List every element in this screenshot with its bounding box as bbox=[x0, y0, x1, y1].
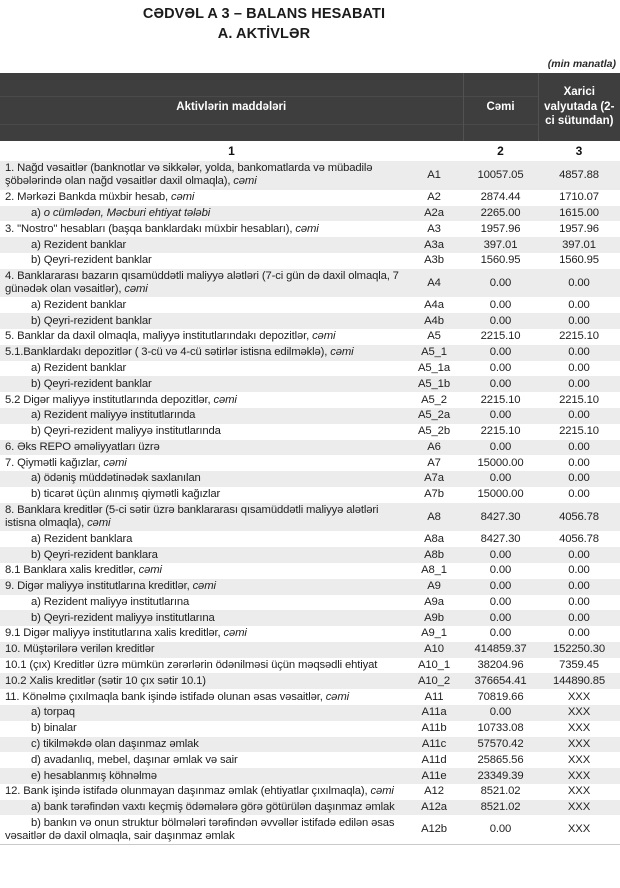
row-item-italic-text: cəmi bbox=[213, 393, 237, 406]
row-item-text: 5.2 Digər maliyyə institutlarında depozitlər, bbox=[5, 393, 214, 406]
row-item-text: 5.1.Banklardakı depozitlər ( 3-cü və 4-cü sətirlər istisna edilməklə), bbox=[5, 346, 331, 359]
row-item-text: a) Rezident maliyyə institutlarına bbox=[31, 595, 190, 608]
row-total-value: 0.00 bbox=[463, 610, 538, 626]
table-row bbox=[0, 361, 620, 377]
row-foreign-value: XXX bbox=[567, 753, 591, 766]
table-row bbox=[0, 579, 620, 595]
row-foreign-value: 1615.00 bbox=[538, 206, 620, 222]
row-code: A9 bbox=[405, 579, 463, 595]
row-item-italic-text: cəmi bbox=[87, 517, 111, 530]
row-item-text: a) bank tərəfindən vaxtı keçmiş ödəmələrə görə götürülən daşınmaz əmlak bbox=[31, 801, 395, 814]
row-item-italic-text: cəmi bbox=[325, 690, 349, 703]
row-item-label bbox=[0, 408, 405, 424]
row-item-label bbox=[0, 689, 405, 705]
row-code: A8 bbox=[405, 503, 463, 532]
table-row bbox=[0, 455, 620, 471]
row-foreign-value: 4056.78 bbox=[538, 503, 620, 532]
row-code: A5_2a bbox=[405, 408, 463, 424]
row-total-value: 0.00 bbox=[463, 376, 538, 392]
row-item-italic-text: o cümlədən, Məcburi ehtiyat tələbi bbox=[43, 206, 211, 219]
table-row bbox=[0, 269, 620, 298]
table-row bbox=[0, 313, 620, 329]
table-row bbox=[0, 190, 620, 206]
row-total-value: 0.00 bbox=[463, 269, 538, 298]
row-item-text: a) Rezident banklar bbox=[31, 361, 127, 374]
table-row bbox=[0, 737, 620, 753]
table-row bbox=[0, 800, 620, 816]
row-foreign-value: 0.00 bbox=[538, 408, 620, 424]
col-header-total: Cəmi bbox=[463, 73, 538, 141]
row-item-label bbox=[0, 392, 405, 408]
row-item-label bbox=[0, 361, 405, 377]
row-foreign-value: XXX bbox=[538, 800, 620, 816]
row-foreign-value: 0.00 bbox=[538, 471, 620, 487]
row-foreign-value: XXX bbox=[567, 722, 591, 735]
row-item-label bbox=[0, 752, 405, 768]
row-item-text: 11. Könəlmə çıxılmaqla bank işində istifadə olunan əsas vəsaitlər, bbox=[5, 690, 326, 703]
table-row bbox=[0, 595, 620, 611]
row-item-text: 9.1 Digər maliyyə institutlarına xalis kreditlər, bbox=[5, 627, 224, 640]
table-row bbox=[0, 237, 620, 253]
row-code: A3a bbox=[405, 237, 463, 253]
table-row bbox=[0, 297, 620, 313]
row-item-label bbox=[0, 376, 405, 392]
row-item-italic-text: cəmi bbox=[192, 580, 216, 593]
row-total-value: 2874.44 bbox=[480, 191, 521, 204]
row-total-value: 15000.00 bbox=[477, 456, 524, 469]
row-total-value: 0.00 bbox=[463, 440, 538, 456]
row-total-value: 376654.41 bbox=[463, 673, 538, 689]
row-code: A5 bbox=[427, 330, 441, 343]
row-code: A4b bbox=[405, 313, 463, 329]
table-row bbox=[0, 329, 620, 345]
row-total-value: 8427.30 bbox=[480, 532, 521, 545]
row-total-value: 0.00 bbox=[463, 815, 538, 844]
row-total-value: 10733.08 bbox=[477, 722, 524, 735]
row-total-value: 0.00 bbox=[489, 627, 512, 640]
table-row bbox=[0, 206, 620, 222]
row-code: A11a bbox=[405, 705, 463, 721]
row-foreign-value: 0.00 bbox=[538, 345, 620, 361]
row-item-label bbox=[0, 253, 405, 269]
table-row bbox=[0, 610, 620, 626]
row-item-text: d) avadanlıq, mebel, daşınar əmlak və sair bbox=[31, 753, 238, 766]
unit-note: (min manatla) bbox=[547, 58, 616, 70]
row-item-text: 7. Qiymətli kağızlar, bbox=[5, 456, 104, 469]
row-foreign-value: 0.00 bbox=[538, 547, 620, 563]
row-code: A10_1 bbox=[418, 659, 450, 672]
row-code: A4 bbox=[405, 269, 463, 298]
row-total-value: 0.00 bbox=[463, 471, 538, 487]
row-foreign-value: 0.00 bbox=[538, 269, 620, 298]
row-code: A9b bbox=[405, 610, 463, 626]
table-row bbox=[0, 658, 620, 674]
row-item-text: b) Qeyri-rezident maliyyə institutlarına bbox=[31, 611, 215, 624]
table-row bbox=[0, 673, 620, 689]
row-item-text: b) bankın və onun struktur bölmələri tərəfindən əvvəllər istifadə edilən əsas vəsaitlər də daxil olmaqla, sair daşınmaz əmlak bbox=[5, 816, 395, 842]
row-code: A10_2 bbox=[405, 673, 463, 689]
row-foreign-value: 0.00 bbox=[568, 361, 590, 374]
row-item-italic-text: cəmi bbox=[312, 330, 336, 343]
row-total-value: 0.00 bbox=[463, 579, 538, 595]
row-item-label bbox=[0, 206, 405, 222]
row-item-label bbox=[0, 161, 405, 190]
row-foreign-value: 1560.95 bbox=[559, 254, 599, 267]
row-item-label bbox=[0, 642, 405, 658]
report-title-block bbox=[0, 0, 528, 44]
row-item-label bbox=[0, 190, 405, 206]
row-code: A11 bbox=[424, 690, 444, 703]
table-body bbox=[0, 161, 620, 845]
row-foreign-value: 152250.30 bbox=[538, 642, 620, 658]
table-row bbox=[0, 424, 620, 440]
row-item-text: a) Rezident maliyyə institutlarında bbox=[31, 409, 196, 422]
row-foreign-value: 4857.88 bbox=[538, 161, 620, 190]
row-code: A8b bbox=[405, 547, 463, 563]
row-item-text: 1. Nağd vəsaitlər (banknotlar və sikkələr, yolda, bankomatlarda və mübadilə şöbələrində olan nağd vəsaitlər daxil olmaqla), bbox=[5, 162, 373, 188]
table-row bbox=[0, 345, 620, 361]
row-code: A12 bbox=[424, 785, 444, 798]
row-item-text: a) Rezident banklara bbox=[31, 532, 133, 545]
row-item-label bbox=[0, 424, 405, 440]
row-foreign-value: 0.00 bbox=[538, 610, 620, 626]
row-item-text: 9. Digər maliyyə institutlarına kreditlər, bbox=[5, 580, 193, 593]
row-foreign-value: 0.00 bbox=[568, 564, 590, 577]
report-subtitle: A. AKTİVLƏR bbox=[217, 26, 311, 42]
table-row bbox=[0, 752, 620, 768]
table-row bbox=[0, 563, 620, 579]
row-foreign-value: 144890.85 bbox=[538, 673, 620, 689]
row-item-label bbox=[0, 440, 405, 456]
row-item-label bbox=[0, 705, 405, 721]
row-item-text: b) Qeyri-rezident banklar bbox=[31, 377, 152, 390]
row-code: A7 bbox=[427, 456, 441, 469]
row-total-value: 397.01 bbox=[463, 237, 538, 253]
row-item-text: 5. Banklar da daxil olmaqla, maliyyə institutlarındakı depozitlər, bbox=[5, 330, 313, 343]
row-foreign-value: 0.00 bbox=[568, 298, 590, 311]
row-code: A11d bbox=[421, 753, 447, 766]
row-item-label bbox=[0, 610, 405, 626]
row-code: A8a bbox=[424, 532, 444, 545]
row-total-value: 23349.39 bbox=[463, 768, 538, 784]
row-item-italic-text: cəmi bbox=[124, 283, 148, 296]
row-foreign-value: 0.00 bbox=[538, 376, 620, 392]
row-item-label bbox=[0, 737, 405, 753]
row-total-value: 0.00 bbox=[489, 595, 512, 608]
row-item-text: 12. Bank işində istifadə olunmayan daşınmaz əmlak (ehtiyatlar çıxılmaqla), bbox=[5, 785, 371, 798]
row-code: A5_2 bbox=[421, 393, 447, 406]
row-total-value: 2215.10 bbox=[480, 425, 521, 438]
row-foreign-value: 0.00 bbox=[538, 313, 620, 329]
row-total-value: 0.00 bbox=[489, 298, 512, 311]
table-row bbox=[0, 221, 620, 237]
row-code: A8_1 bbox=[421, 564, 447, 577]
row-total-value: 0.00 bbox=[463, 408, 538, 424]
row-item-text: c) tikilməkdə olan daşınmaz əmlak bbox=[31, 737, 199, 750]
row-code: A7a bbox=[405, 471, 463, 487]
row-item-label bbox=[0, 800, 405, 816]
row-item-text: b) Qeyri-rezident banklar bbox=[31, 314, 152, 327]
row-foreign-value: 2215.10 bbox=[559, 330, 599, 343]
table-row bbox=[0, 531, 620, 547]
row-code: A6 bbox=[405, 440, 463, 456]
row-item-label bbox=[0, 626, 405, 642]
row-foreign-value: XXX bbox=[538, 737, 620, 753]
table-row bbox=[0, 689, 620, 705]
row-total-value: 0.00 bbox=[463, 705, 538, 721]
table-row bbox=[0, 471, 620, 487]
row-item-label bbox=[0, 531, 405, 547]
row-total-value: 1560.95 bbox=[480, 254, 521, 267]
row-total-value: 2265.00 bbox=[463, 206, 538, 222]
row-foreign-value: 0.00 bbox=[568, 627, 590, 640]
row-code: A4a bbox=[424, 298, 444, 311]
row-total-value: 0.00 bbox=[463, 345, 538, 361]
table-row bbox=[0, 161, 620, 190]
row-item-label bbox=[0, 563, 405, 579]
row-item-label bbox=[0, 815, 405, 844]
row-item-text: b) ticarət üçün alınmış qiymətli kağızlar bbox=[31, 488, 221, 501]
row-foreign-value: 0.00 bbox=[538, 579, 620, 595]
row-foreign-value: 397.01 bbox=[538, 237, 620, 253]
row-item-text: a) bbox=[31, 206, 44, 219]
row-total-value: 414859.37 bbox=[463, 642, 538, 658]
row-item-text: 2. Mərkəzi Bankda müxbir hesab, bbox=[5, 191, 171, 204]
row-item-label bbox=[0, 579, 405, 595]
row-total-value: 10057.05 bbox=[463, 161, 538, 190]
row-item-text: b) binalar bbox=[31, 722, 77, 735]
row-code: A5_1b bbox=[405, 376, 463, 392]
row-code: A2a bbox=[405, 206, 463, 222]
table-row bbox=[0, 547, 620, 563]
row-total-value: 0.00 bbox=[489, 361, 512, 374]
row-item-text: 8.1 Banklara xalis kreditlər, bbox=[5, 564, 139, 577]
row-foreign-value: 4056.78 bbox=[559, 532, 599, 545]
row-code: A11e bbox=[405, 768, 463, 784]
table-row bbox=[0, 392, 620, 408]
col-number-1: 1 bbox=[0, 141, 463, 161]
row-item-italic-text: cəmi bbox=[223, 627, 247, 640]
col-header-foreign: Xarici valyutada (2-ci sütundan) bbox=[538, 73, 620, 141]
row-item-text: b) Qeyri-rezident maliyyə institutlarında bbox=[31, 425, 221, 438]
table-row bbox=[0, 642, 620, 658]
row-item-label bbox=[0, 345, 405, 361]
row-item-label bbox=[0, 221, 405, 237]
row-code: A5_1 bbox=[405, 345, 463, 361]
row-item-italic-text: cəmi bbox=[295, 222, 319, 235]
row-total-value: 2215.10 bbox=[480, 330, 521, 343]
row-item-text: e) hesablanmış köhnəlmə bbox=[31, 769, 157, 782]
row-item-label bbox=[0, 471, 405, 487]
table-row bbox=[0, 408, 620, 424]
row-item-label bbox=[0, 329, 405, 345]
row-foreign-value: XXX bbox=[567, 785, 591, 798]
row-item-label bbox=[0, 547, 405, 563]
table-row bbox=[0, 705, 620, 721]
row-foreign-value: 7359.45 bbox=[559, 659, 599, 672]
row-item-text: b) Qeyri-rezident banklara bbox=[31, 548, 158, 561]
row-foreign-value: 1710.07 bbox=[559, 191, 599, 204]
row-total-value: 8521.02 bbox=[480, 785, 521, 798]
row-item-label bbox=[0, 487, 405, 503]
report-title: CƏDVƏL A 3 – BALANS HESABATI bbox=[142, 6, 386, 22]
row-item-label bbox=[0, 297, 405, 313]
row-item-text: 8. Banklara kreditlər (5-ci sətir üzrə banklararası qısamüddətli maliyyə alətləri istisna olmaqla), bbox=[5, 504, 379, 530]
row-item-label bbox=[0, 673, 405, 689]
row-foreign-value: 1957.96 bbox=[559, 222, 599, 235]
row-total-value: 2215.10 bbox=[480, 393, 521, 406]
row-code: A3b bbox=[424, 254, 444, 267]
row-item-label bbox=[0, 721, 405, 737]
row-code: A10 bbox=[405, 642, 463, 658]
table-row bbox=[0, 376, 620, 392]
row-item-text: a) Rezident banklar bbox=[31, 298, 127, 311]
row-item-text: a) torpaq bbox=[31, 706, 75, 719]
row-total-value: 8427.30 bbox=[463, 503, 538, 532]
row-item-text: 3. "Nostro" hesabları (başqa banklardakı müxbir hesabları), bbox=[5, 222, 296, 235]
row-foreign-value: 0.00 bbox=[538, 440, 620, 456]
row-item-text: 10. Müştərilərə verilən kreditlər bbox=[5, 643, 155, 656]
col-number-3: 3 bbox=[538, 141, 620, 161]
row-item-text: a) Rezident banklar bbox=[31, 238, 127, 251]
col-number-2: 2 bbox=[463, 141, 538, 161]
row-item-label bbox=[0, 658, 405, 674]
row-item-text: a) ödəniş müddətinədək saxlanılan bbox=[31, 472, 201, 485]
row-code: A11c bbox=[405, 737, 463, 753]
table-row bbox=[0, 487, 620, 503]
row-item-label bbox=[0, 503, 405, 532]
row-item-text: 10.2 Xalis kreditlər (sətir 10 çıx sətir 10.1) bbox=[5, 674, 206, 687]
row-total-value: 0.00 bbox=[463, 313, 538, 329]
row-foreign-value: 0.00 bbox=[568, 456, 590, 469]
row-code: A7b bbox=[424, 488, 444, 501]
row-item-label bbox=[0, 269, 405, 298]
row-code: A9_1 bbox=[421, 627, 447, 640]
row-foreign-value: XXX bbox=[538, 705, 620, 721]
row-foreign-value: 2215.10 bbox=[559, 425, 599, 438]
col-header-items: Aktivlərin maddələri bbox=[0, 73, 463, 141]
row-item-label bbox=[0, 237, 405, 253]
table-header bbox=[0, 73, 620, 161]
row-item-italic-text: cəmi bbox=[103, 456, 127, 469]
table-row bbox=[0, 768, 620, 784]
table-row bbox=[0, 626, 620, 642]
row-item-italic-text: cəmi bbox=[138, 564, 162, 577]
row-item-label bbox=[0, 595, 405, 611]
row-foreign-value: XXX bbox=[538, 815, 620, 844]
row-code: A12a bbox=[405, 800, 463, 816]
row-code: A1 bbox=[405, 161, 463, 190]
row-item-italic-text: cəmi bbox=[171, 191, 195, 204]
row-total-value: 0.00 bbox=[489, 564, 512, 577]
row-total-value: 38204.96 bbox=[477, 659, 524, 672]
row-foreign-value: XXX bbox=[538, 768, 620, 784]
row-code: A5_1a bbox=[418, 361, 450, 374]
row-code: A3 bbox=[427, 222, 441, 235]
row-foreign-value: 0.00 bbox=[568, 595, 590, 608]
row-code: A12b bbox=[405, 815, 463, 844]
table-row bbox=[0, 784, 620, 800]
column-number-row bbox=[0, 141, 620, 161]
row-total-value: 0.00 bbox=[463, 547, 538, 563]
header-row bbox=[0, 73, 620, 141]
row-total-value: 1957.96 bbox=[480, 222, 521, 235]
row-item-text: 6. Əks REPO əməliyyatları üzrə bbox=[5, 440, 160, 453]
assets-table bbox=[0, 73, 620, 845]
table-row bbox=[0, 253, 620, 269]
row-foreign-value: 0.00 bbox=[568, 488, 590, 501]
row-item-label bbox=[0, 455, 405, 471]
row-item-italic-text: cəmi bbox=[233, 175, 257, 188]
row-item-italic-text: cəmi bbox=[370, 785, 394, 798]
row-item-label bbox=[0, 784, 405, 800]
row-code: A5_2b bbox=[418, 425, 450, 438]
row-total-value: 8521.02 bbox=[463, 800, 538, 816]
row-total-value: 57570.42 bbox=[463, 737, 538, 753]
row-foreign-value: 2215.10 bbox=[559, 393, 599, 406]
row-total-value: 15000.00 bbox=[477, 488, 524, 501]
row-item-italic-text: cəmi bbox=[330, 346, 354, 359]
row-code: A9a bbox=[424, 595, 444, 608]
row-item-text: 10.1 (çıx) Kreditlər üzrə mümkün zərərlərin ödənilməsi üçün məqsədli ehtiyat bbox=[5, 659, 378, 672]
table-row bbox=[0, 721, 620, 737]
row-code: A11b bbox=[421, 722, 447, 735]
table-row bbox=[0, 815, 620, 844]
table-row bbox=[0, 440, 620, 456]
row-foreign-value: XXX bbox=[567, 690, 591, 703]
row-total-value: 70819.66 bbox=[477, 690, 524, 703]
row-total-value: 25865.56 bbox=[477, 753, 524, 766]
table-row bbox=[0, 503, 620, 532]
row-item-label bbox=[0, 313, 405, 329]
row-item-label bbox=[0, 768, 405, 784]
row-code: A2 bbox=[427, 191, 441, 204]
row-item-text: 4. Banklararası bazarın qısamüddətli maliyyə alətləri (7-ci gün də daxil olmaqla, 7 günədək olan vəsaitlər), bbox=[5, 270, 399, 296]
row-item-text: b) Qeyri-rezident banklar bbox=[31, 254, 152, 267]
